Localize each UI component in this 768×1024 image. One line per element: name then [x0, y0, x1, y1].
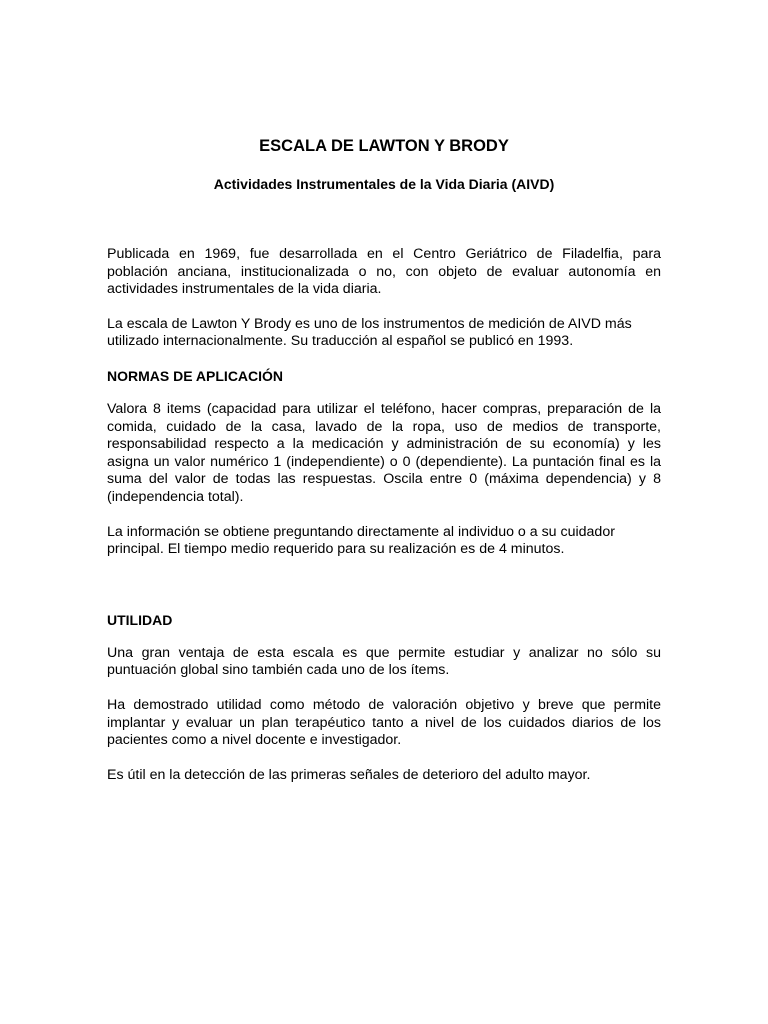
section-paragraph: Es útil en la detección de las primeras señales de deterioro del adulto mayor. [107, 766, 591, 783]
section-paragraph: Una gran ventaja de esta escala es que permite estudiar y analizar no sólo su puntuación global sino también cada uno de los ítems. [107, 644, 661, 679]
section-heading-utilidad: UTILIDAD [107, 611, 173, 628]
intro-paragraph: La escala de Lawton Y Brody es uno de los instrumentos de medición de AIVD más utilizado internacionalmente. Su traducción al español se publicó en 1993. [107, 315, 632, 350]
section-paragraph: La información se obtiene preguntando directamente al individuo o a su cuidador principal. El tiempo medio requerido para su realización es de 4 minutos. [107, 523, 615, 558]
document-subtitle: Actividades Instrumentales de la Vida Diaria (AIVD) [213, 176, 555, 192]
document-body [107, 246, 661, 784]
section-heading-normas: NORMAS DE APLICACIÓN [107, 367, 284, 384]
document-title: ESCALA DE LAWTON Y BRODY [259, 137, 509, 155]
section-paragraph: Valora 8 items (capacidad para utilizar el teléfono, hacer compras, preparación de la comida, cuidado de la casa, lavado de la ropa, uso de medios de transporte, responsabilidad respecto a la medicación y administración de su economía) y les asigna un valor numérico 1 (independiente) o 0 (dependiente). La puntación final es la suma del valor de todas las respuestas. Oscila entre 0 (máxima dependencia) y 8 (independencia total). [107, 400, 661, 505]
intro-paragraph: Publicada en 1969, fue desarrollada en el Centro Geriátrico de Filadelfia, para población anciana, institucionalizada o no, con objeto de evaluar autonomía en actividades instrumentales de la vida diaria. [107, 246, 661, 298]
section-paragraph: Ha demostrado utilidad como método de valoración objetivo y breve que permite implantar y evaluar un plan terapéutico tanto a nivel de los cuidados diarios de los pacientes como a nivel docente e investigador. [107, 696, 661, 749]
